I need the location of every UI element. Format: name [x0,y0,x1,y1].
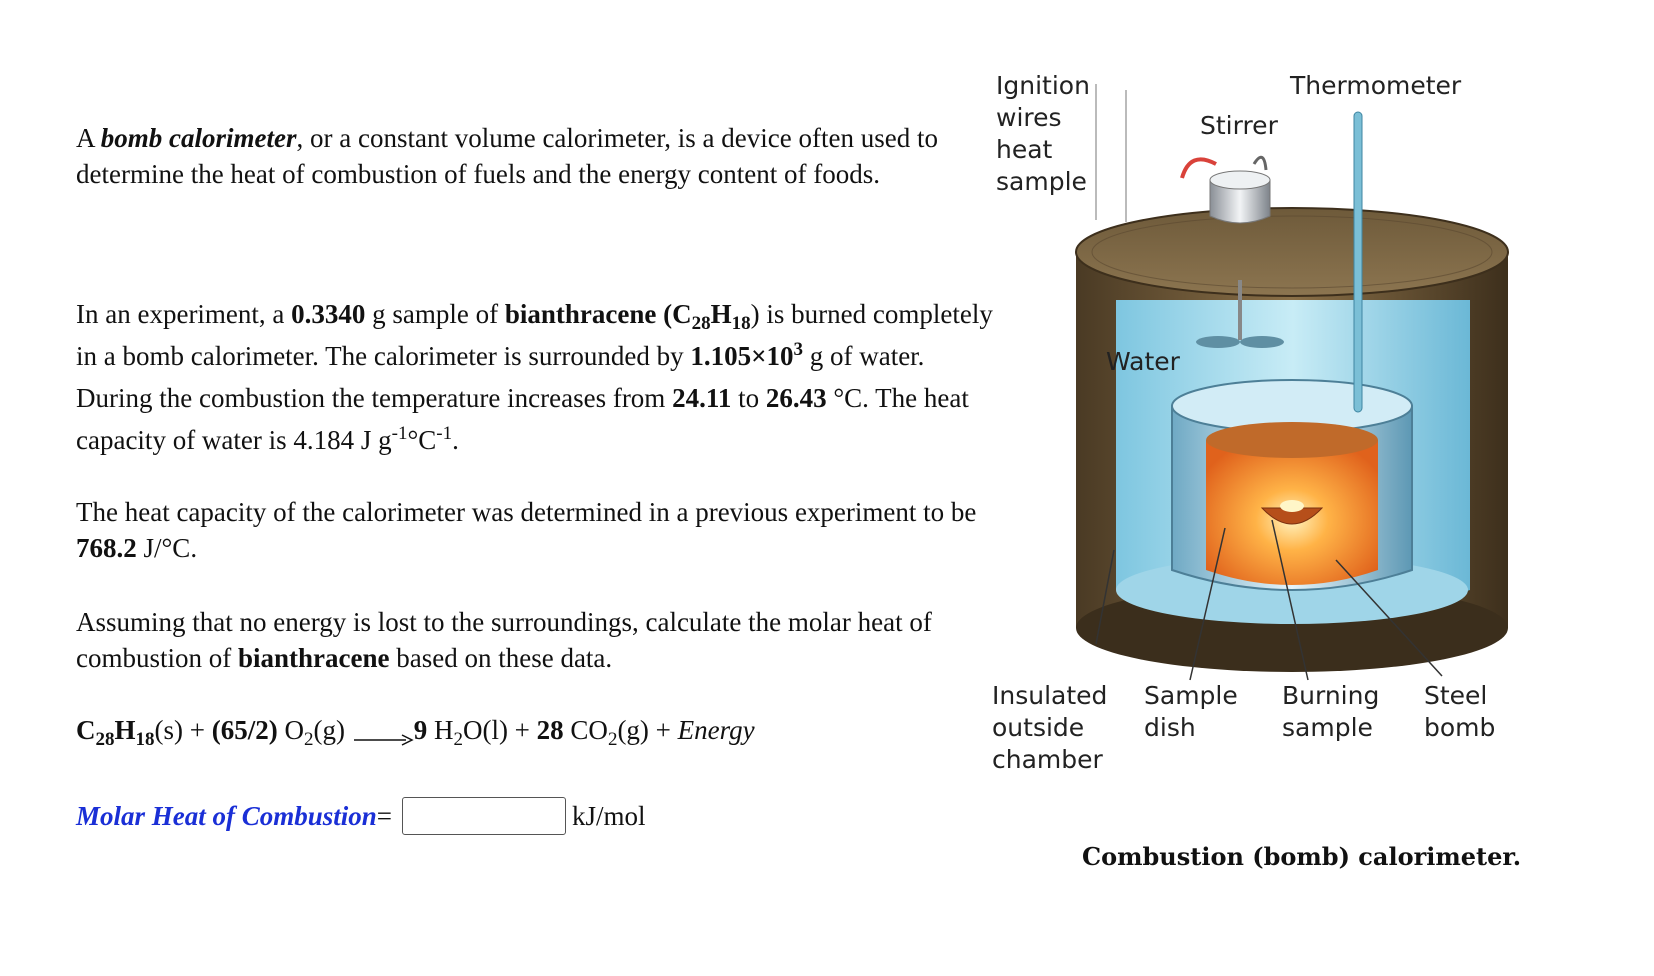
experiment-paragraph [76,293,996,461]
experiment-text-1: In an experiment, a [76,299,292,329]
experiment-text-4: g of water. During the combustion the temperature increases from [76,341,925,413]
figure-caption: Combustion (bomb) calorimeter. [1082,842,1522,871]
eq-co2: CO [563,715,608,745]
experiment-text-2: g sample of [365,299,505,329]
reaction-equation [76,712,755,748]
water-mass-exponent: 3 [793,339,803,360]
eq-c-subscript: 28 [95,729,115,750]
intro-paragraph [76,120,996,192]
unit-label: kJ/mol [572,800,646,831]
temp-final: 26.43 [765,383,827,413]
answer-row [76,794,646,838]
unit-exponent-2: -1 [436,423,453,444]
calorimeter-paragraph [76,494,996,566]
label-water: Water [1106,347,1180,376]
temp-initial: 24.11 [672,383,732,413]
eq-energy: Energy [677,715,755,745]
formula-close: ) [750,299,760,329]
calorimeter-figure [992,70,1600,870]
eq-o2-subscript: 2 [303,729,314,750]
experiment-text-3: is burned completely in a bomb calorimeter. The calorimeter is surrounded by [76,299,993,371]
eq-h2o-coefficient: 9 [413,715,428,745]
question-text-2: based on these data. [389,643,613,673]
eq-co2-coefficient: 28 [536,715,564,745]
calorimeter-illustration [1040,70,1600,870]
eq-text-2: (g) [313,715,352,745]
compound-name: bianthracene [504,299,657,329]
eq-o2-coefficient: (65/2) [211,715,278,745]
intro-term: bomb calorimeter [100,123,297,153]
formula-c: (C [656,299,692,329]
calorimeter-heat-capacity: 768.2 [76,533,137,563]
eq-c: C [76,715,96,745]
calorimeter-text-1: The heat capacity of the calorimeter was determined in a previous experiment to be [76,497,977,527]
eq-text-4: (g) + [617,715,678,745]
label-stirrer: Stirrer [1200,111,1278,140]
label-steel-bomb: Steel bomb [1424,681,1496,742]
experiment-text-5: to [731,383,766,413]
label-sample-dish: Sample dish [1144,681,1238,742]
experiment-text-7: °C [407,425,437,455]
water-mass: 1.105×10 [690,341,794,371]
eq-h: H [114,715,136,745]
eq-o2: O [277,715,304,745]
molar-heat-input[interactable] [402,797,566,835]
label-burning-sample: Burning sample [1282,681,1380,742]
molar-heat-label: Molar Heat of Combustion [76,800,377,831]
label-ignition-wires: Ignition wires heat sample [996,71,1090,196]
unit-exponent-1: -1 [391,423,408,444]
formula-c-subscript: 28 [691,313,711,334]
experiment-text-8: . [452,425,459,455]
eq-h2o-subscript: 2 [453,729,463,750]
question-compound: bianthracene [238,643,390,673]
experiment-text-6: °C. The heat capacity of water is 4.184 J g [76,383,969,455]
label-thermometer: Thermometer [1290,71,1462,100]
eq-text-3: O(l) + [462,715,537,745]
eq-co2-subscript: 2 [607,729,618,750]
formula-h-subscript: 18 [731,313,751,334]
reaction-arrow-icon [352,723,414,743]
question-paragraph [76,604,996,676]
eq-h-subscript: 18 [135,729,155,750]
label-insulated-chamber: Insulated outside chamber [992,681,1108,774]
sample-mass: 0.3340 [291,299,366,329]
formula-h: H [710,299,732,329]
intro-suffix: , or a constant volume calorimeter, is a device often used to determine the heat of combustion of fuels and the energy content of foods. [76,123,938,189]
intro-prefix: A [76,123,101,153]
eq-h2o: H [427,715,454,745]
calorimeter-text-2: J/°C. [136,533,198,563]
eq-text-1: (s) + [154,715,212,745]
equals-sign: = [376,800,393,831]
question-text-1: Assuming that no energy is lost to the surroundings, calculate the molar heat of combustion of [76,607,932,673]
